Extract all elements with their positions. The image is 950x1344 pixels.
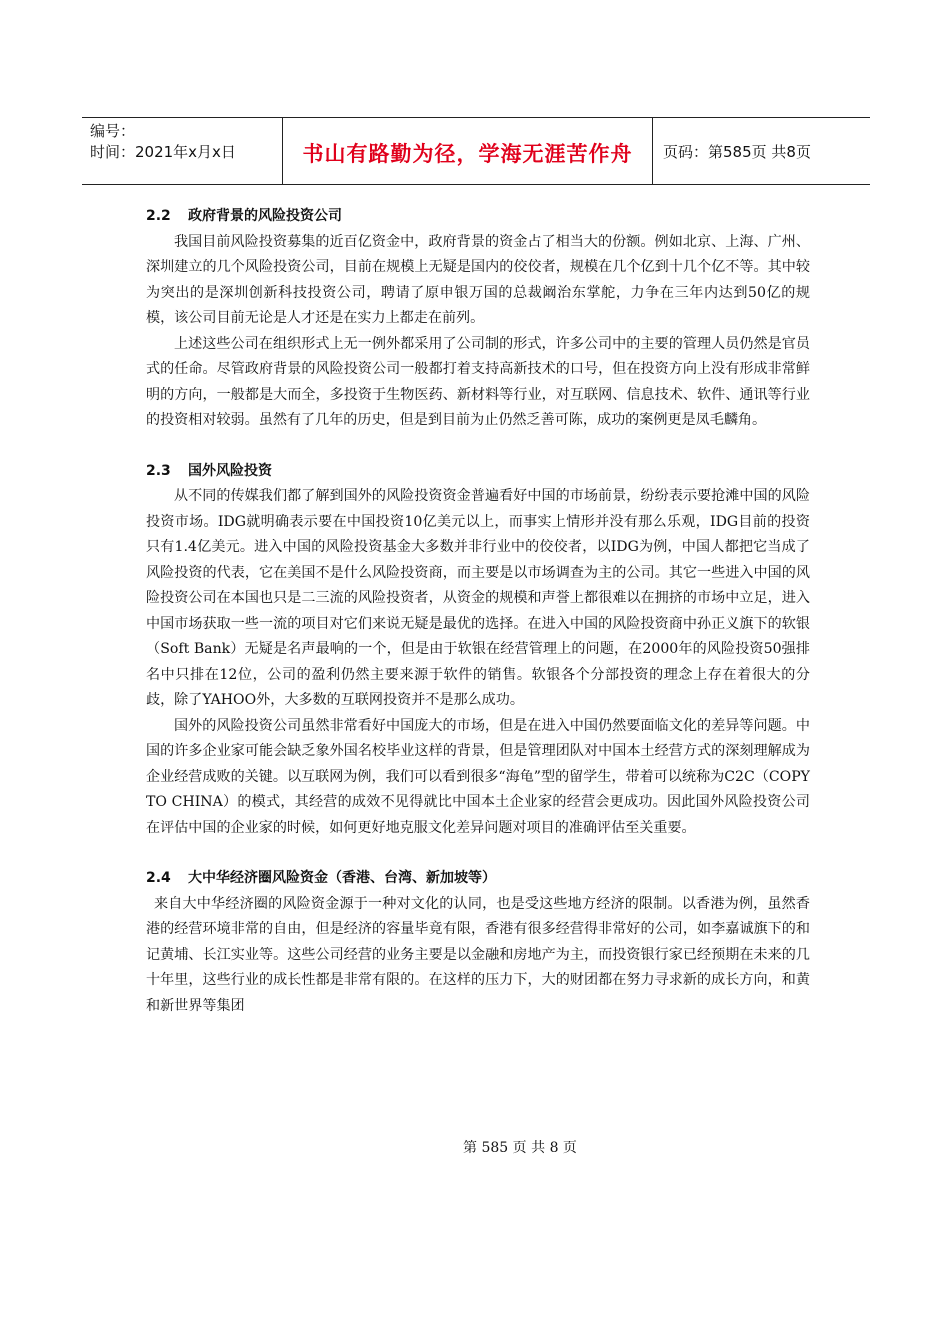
paragraph: 从不同的传媒我们都了解到国外的风险投资资金普遍看好中国的市场前景，纷纷表示要抢滩中国的风险投资市场。IDG就明确表示要在中国投资10亿美元以上，而事实上情形并没有那么乐观，IDG目前的投资只有1.4亿美元。进入中国的风险投资基金大多数并非行业中的佼佼者，以IDG为例，中国人都把它当成了风险投资的代表，它在美国不是什么风险投资商，而主要是以市场调查为主的公司。其它一些进入中国的风险投资公司在本国也只是二三流的风险投资者，从资金的规模和声誉上都很难以在拥挤的市场中立足，进入中国市场获取一些一流的项目对它们来说无疑是最优的选择。在进入中国的风险投资商中孙正义旗下的软银（Soft Bank）无疑是名声最响的一个，但是由于软银在经营管理上的问题，在2000年的风险投资50强排名中只排在12位，公司的盈利仍然主要来源于软件的销售。软银各个分部投资的理念上存在着很大的分歧，除了YAHOO外，大多数的互联网投资并不是那么成功。 xyxy=(146,488,810,708)
paragraph: 我国目前风险投资募集的近百亿资金中，政府背景的资金占了相当大的份额。例如北京、上海、广州、深圳建立的几个风险投资公司，目前在规模上无疑是国内的佼佼者，规模在几个亿到十几个亿不等。其中较为突出的是深圳创新科技投资公司，聘请了原申银万国的总裁阚治东掌舵，力争在三年内达到50亿的规模，该公司目前无论是人才还是在实力上都走在前列。 xyxy=(146,233,810,326)
section-heading xyxy=(146,459,810,485)
page-info: 页码：第585页 共8页 xyxy=(663,142,811,161)
paragraph: 来自大中华经济圈的风险资金源于一种对文化的认同，也是受这些地方经济的限制。以香港为例，虽然香港的经营环境非常的自由，但是经济的容量毕竟有限，香港有很多经营得非常好的公司，如李嘉诚旗下的和记黄埔、长江实业等。这些公司经营的业务主要是以金融和房地产为主，而投资银行家已经预期在未来的几十年里，这些行业的成长性都是非常有限的。在这样的压力下，大的财团都在努力寻求新的成长方向，和黄和新世界等集团 xyxy=(146,895,810,1014)
section-number: 2.3 xyxy=(146,462,171,479)
header-motto-cell xyxy=(283,118,653,184)
page-footer: 第 585 页 共 8 页 xyxy=(463,1140,577,1156)
section-title: 政府背景的风险投资公司 xyxy=(188,208,342,224)
time-label: 时间：2021年x月x日 xyxy=(90,143,236,161)
motto-text: 书山有路勤为径，学海无涯苦作舟 xyxy=(302,142,633,166)
paragraph: 上述这些公司在组织形式上无一例外都采用了公司制的形式，许多公司中的主要的管理人员仍然是官员式的任命。尽管政府背景的风险投资公司一般都打着支持高新技术的口号，但在投资方向上没有形成非常鲜明的方向，一般都是大而全，多投资于生物医药、新材料等行业，对互联网、信息技术、软件、通讯等行业的投资相对较弱。虽然有了几年的历史，但是到目前为止仍然乏善可陈，成功的案例更是凤毛麟角。 xyxy=(146,335,810,428)
serial-label: 编号： xyxy=(90,122,136,140)
section-number: 2.4 xyxy=(146,870,171,886)
section-heading xyxy=(146,866,810,892)
section-title: 国外风险投资 xyxy=(188,462,272,479)
document-header xyxy=(82,117,870,185)
paragraph: 国外的风险投资公司虽然非常看好中国庞大的市场，但是在进入中国仍然要面临文化的差异等问题。中国的许多企业家可能会缺乏象外国名校毕业这样的背景，但是管理团队对中国本土经营方式的深刻理解成为企业经营成败的关键。以互联网为例，我们可以看到很多“海龟”型的留学生，带着可以统称为C2C（COPY TO CHINA）的模式，其经营的成效不见得就比中国本土企业家的经营会更成功。因此国外风险投资公司在评估中国的企业家的时候，如何更好地克服文化差异问题对项目的准确评估至关重要。 xyxy=(146,717,810,836)
section-title: 大中华经济圈风险资金（香港、台湾、新加坡等） xyxy=(188,870,496,886)
header-page-cell xyxy=(653,118,870,184)
document-body xyxy=(146,204,810,1019)
section-spacer xyxy=(146,841,810,866)
section-heading xyxy=(146,204,810,230)
section-number: 2.2 xyxy=(146,208,171,224)
header-meta-cell xyxy=(82,118,283,184)
section-spacer xyxy=(146,434,810,459)
